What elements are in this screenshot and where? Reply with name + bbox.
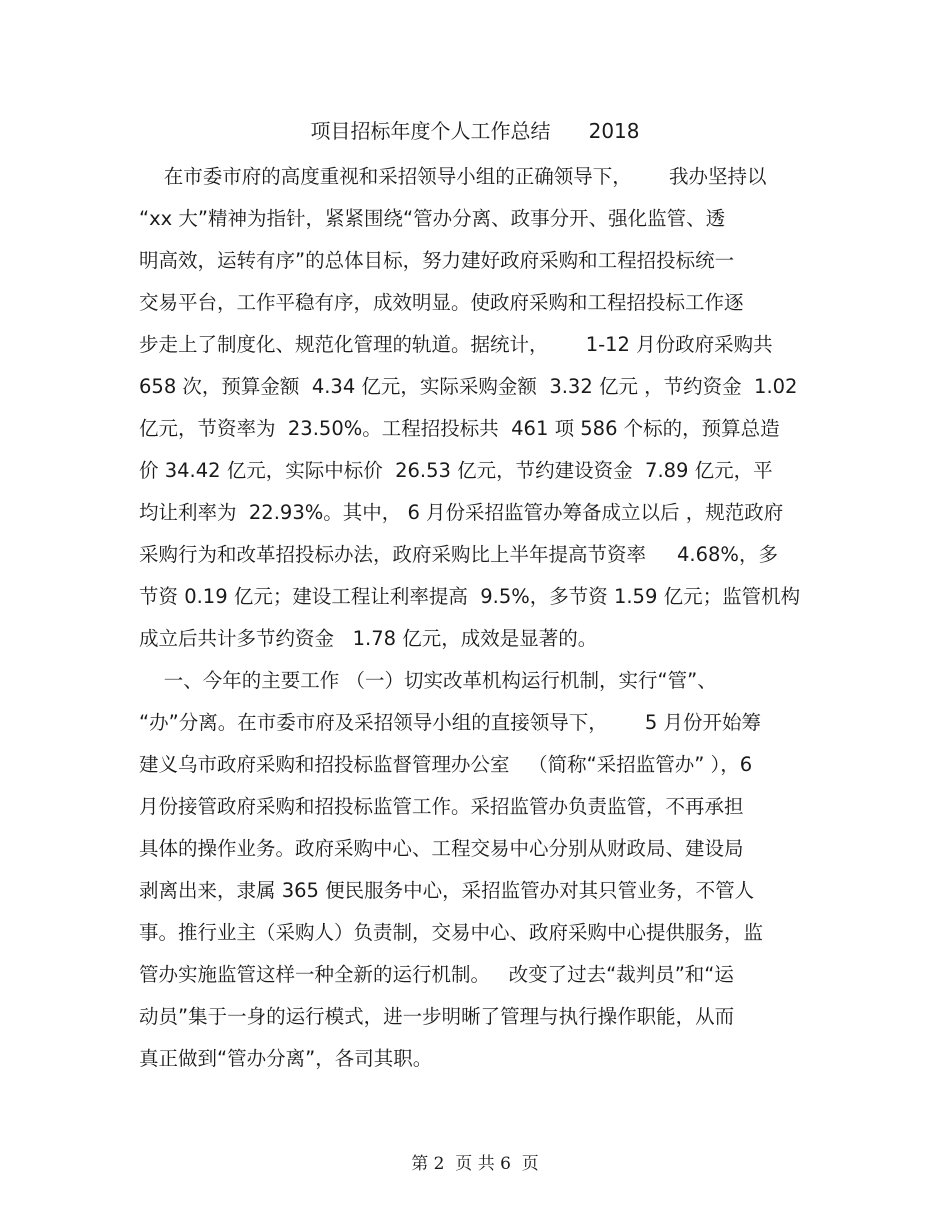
body-line: 月份接管政府采购和招投标监管工作。采招监管办负责监管，不再承担 <box>139 795 744 818</box>
body-line: 在市委市府的高度重视和采招领导小组的正确领导下， 我办坚持以 <box>139 165 767 188</box>
body-line: 剥离出来，隶属 365 便民服务中心，采招监管办对其只管业务，不管人 <box>139 879 755 902</box>
body-line: “xx 大”精神为指针，紧紧围绕“管办分离、政事分开、强化监管、透 <box>139 207 726 230</box>
body-line: 均让利率为 22.93%。其中， 6 月份采招监管办筹备成立以后 ，规范政府 <box>139 501 784 524</box>
body-line: 亿元，节资率为 23.50%。工程招投标共 461 项 586 个标的，预算总造 <box>139 417 780 440</box>
body-line: 一、今年的主要工作 （一）切实改革机构运行机制，实行“管”、 <box>139 669 717 692</box>
body-line: 动员”集于一身的运行模式，进一步明晰了管理与执行操作职能，从而 <box>139 1005 735 1028</box>
page-number-footer: 第 2 页 共 6 页 <box>411 1154 539 1174</box>
body-line: 真正做到“管办分离”，各司其职。 <box>139 1047 433 1070</box>
body-line: 事。推行业主（采购人）负责制，交易中心、政府采购中心提供服务，监 <box>139 921 764 944</box>
body-line: 节资 0.19 亿元；建设工程让利率提高 9.5%，多节资 1.59 亿元；监管机构 <box>139 585 801 608</box>
body-line: 658 次，预算金额 4.34 亿元，实际采购金额 3.32 亿元 ，节约资金 1.02 <box>139 375 798 398</box>
body-line: 建义乌市政府采购和招投标监督管理办公室 （简称“采招监管办” ），6 <box>139 753 753 776</box>
body-line: 明高效，运转有序”的总体目标，努力建好政府采购和工程招投标统一 <box>139 249 735 272</box>
body-line: 交易平台，工作平稳有序，成效明显。使政府采购和工程招投标工作逐 <box>139 291 744 314</box>
body-line: 管办实施监管这样一种全新的运行机制。 改变了过去“裁判员”和“运 <box>139 963 734 986</box>
body-line: 采购行为和改革招投标办法，政府采购比上半年提高节资率 4.68%，多 <box>139 543 778 566</box>
document-title: 项目招标年度个人工作总结 2018 <box>310 119 640 143</box>
body-line: 价 34.42 亿元，实际中标价 26.53 亿元，节约建设资金 7.89 亿元，平 <box>139 459 773 482</box>
body-line: 成立后共计多节约资金 1.78 亿元，成效是显著的。 <box>139 627 598 650</box>
body-line: “办”分离。在市委市府及采招领导小组的直接领导下， 5 月份开始筹 <box>139 711 762 734</box>
body-line: 具体的操作业务。政府采购中心、工程交易中心分别从财政局、建设局 <box>139 837 744 860</box>
body-line: 步走上了制度化、规范化管理的轨道。据统计， 1-12 月份政府采购共 <box>139 333 773 356</box>
